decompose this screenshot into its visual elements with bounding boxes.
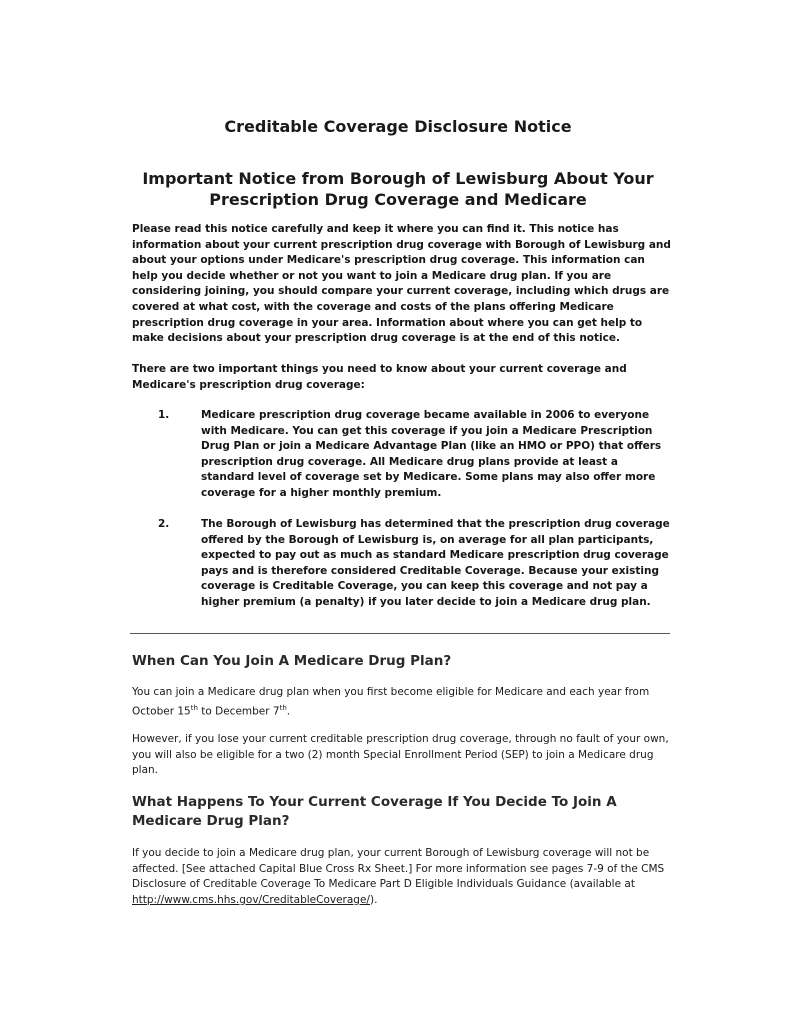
join-paragraph-1 — [132, 685, 672, 720]
join-text-a: You can join a Medicare drug plan when you first become eligible for Medicare and each year from October 15 — [132, 686, 650, 718]
list-item-number: 2. — [158, 518, 170, 530]
join-text-b: to December 7 — [197, 705, 280, 718]
intro-paragraph: Please read this notice carefully and keep it where you can find it. This notice has information about your current prescription drug coverage with Borough of Lewisburg and about your options under Medicare's prescription drug coverage. This information can help you decide whether or not you want to join a Medicare drug plan. If you are considering joining, you should compare your current coverage, including which drugs are covered at what cost, with the coverage and costs of the plans offering Medicare prescription drug coverage in your area. Information about where you can get help to make decisions about your prescription drug coverage is at the end of this notice. — [132, 223, 671, 345]
coverage-text: If you decide to join a Medicare drug plan, your current Borough of Lewisburg coverage will not be affected. [See attached Capital Blue Cross Rx Sheet.] For more information see pages 7-9 of the CMS Disclosure of Creditable Coverage To Medicare Part D Eligible Individuals Guidance (available at — [132, 847, 665, 891]
document-title: Creditable Coverage Disclosure Notice — [224, 117, 572, 136]
join-text-c: . — [286, 705, 291, 718]
two-things-paragraph: There are two important things you need to know about your current coverage and Medicare's prescription drug coverage: — [132, 363, 627, 391]
subtitle-line-1: Important Notice from Borough of Lewisburg About Your — [142, 169, 654, 188]
horizontal-divider — [130, 633, 670, 634]
list-item-text: The Borough of Lewisburg has determined that the prescription drug coverage offered by the Borough of Lewisburg is, on average for all plan participants, expected to pay out as much as standard Medicare prescription drug coverage pays and is therefore considered Creditable Coverage. Because your existing coverage is Creditable Coverage, you can keep this coverage and not pay a higher premium (a penalty) if you later decide to join a Medicare drug plan. — [201, 518, 670, 608]
section-heading-join: When Can You Join A Medicare Drug Plan? — [132, 653, 452, 669]
coverage-text-end: ). — [369, 893, 378, 906]
list-item-text: Medicare prescription drug coverage became available in 2006 to everyone with Medicare. You can get this coverage if you join a Medicare Prescription Drug Plan or join a Medicare Advantage Plan (like an HMO or PPO) that offers prescription drug coverage. All Medicare drug plans provide at least a standard level of coverage set by Medicare. Some plans may also offer more coverage for a higher monthly premium. — [201, 409, 662, 499]
join-paragraph-2: However, if you lose your current creditable prescription drug coverage, through no fault of your own, you will also be eligible for a two (2) month Special Enrollment Period (SEP) to join a Medicare drug plan. — [132, 733, 669, 777]
current-coverage-paragraph — [132, 846, 672, 908]
subtitle-line-2: Prescription Drug Coverage and Medicare — [209, 190, 587, 209]
cms-link[interactable]: http://www.cms.hhs.gov/CreditableCoverage/ — [132, 893, 370, 906]
section-heading-current-coverage: What Happens To Your Current Coverage If You Decide To Join A Medicare Drug Plan? — [132, 794, 617, 829]
ordinal-suffix: th — [279, 703, 287, 712]
list-item-number: 1. — [158, 409, 170, 421]
notice-subtitle — [0, 168, 796, 210]
ordinal-suffix: th — [190, 703, 198, 712]
